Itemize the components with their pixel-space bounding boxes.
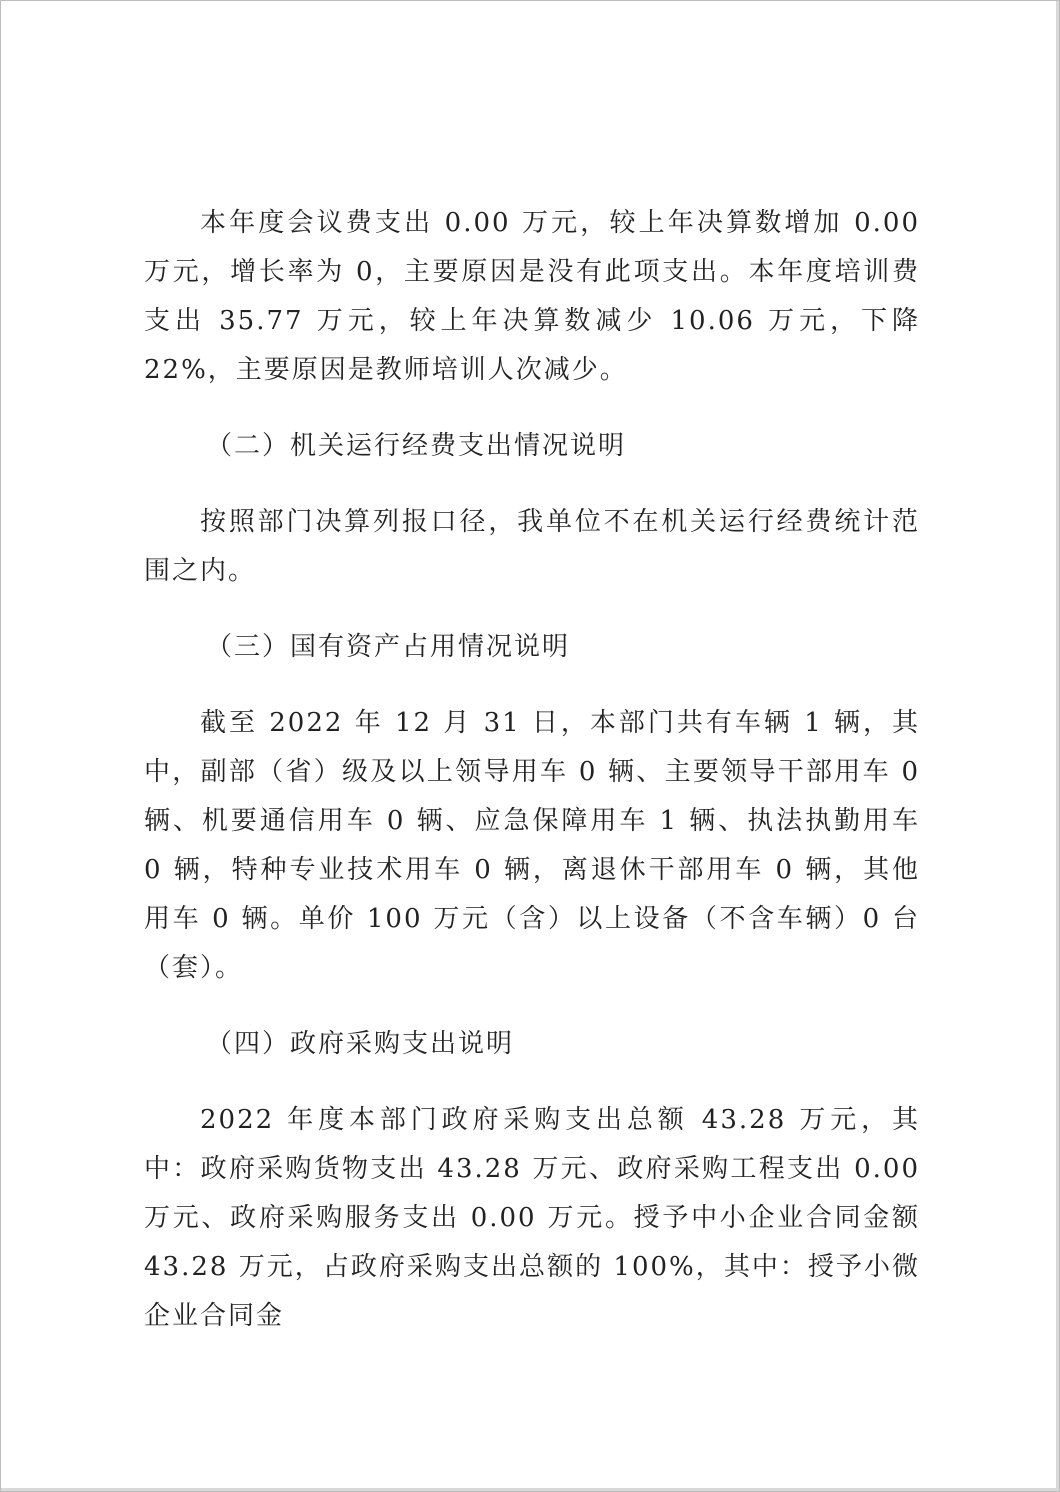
paragraph-gap — [144, 395, 920, 422]
paragraph-operating-expenses: 按照部门决算列报口径，我单位不在机关运行经费统计范围之内。 — [144, 507, 920, 586]
paragraph-gap — [144, 993, 920, 1020]
paragraph-gap — [144, 1069, 920, 1096]
paragraph-gap — [144, 596, 920, 623]
paragraph-meeting-training-fees: 本年度会议费支出 0.00 万元，较上年决算数增加 0.00 万元，增长率为 0，主要原因是没有此项支出。本年度培训费支出 35.77 万元，较上年决算数减少 10.06 万元，下降 22%，主要原因是教师培训人次减少。 — [144, 208, 920, 385]
section-heading-state-assets: （三）国有资产占用情况说明 — [206, 632, 571, 662]
document-body — [144, 199, 920, 1341]
paragraph-government-procurement: 2022 年度本部门政府采购支出总额 43.28 万元，其中：政府采购货物支出 43.28 万元、政府采购工程支出 0.00 万元、政府采购服务支出 0.00 万元。授予中小企业合同金额 43.28 万元，占政府采购支出总额的 100%，其中：授予小微企业合同金 — [144, 1105, 920, 1331]
paragraph-gap — [144, 672, 920, 699]
section-heading-operating-expenses: （二）机关运行经费支出情况说明 — [206, 431, 627, 461]
paragraph-state-assets: 截至 2022 年 12 月 31 日，本部门共有车辆 1 辆，其中，副部（省）级及以上领导用车 0 辆、主要领导干部用车 0 辆、机要通信用车 0 辆、应急保障用车 1 辆、执法执勤用车 0 辆，特种专业技术用车 0 辆，离退休干部用车 0 辆，其他用车 0 辆。单价 100 万元（含）以上设备（不含车辆）0 台（套）。 — [144, 708, 920, 983]
paragraph-gap — [144, 471, 920, 498]
section-heading-government-procurement: （四）政府采购支出说明 — [206, 1029, 515, 1059]
